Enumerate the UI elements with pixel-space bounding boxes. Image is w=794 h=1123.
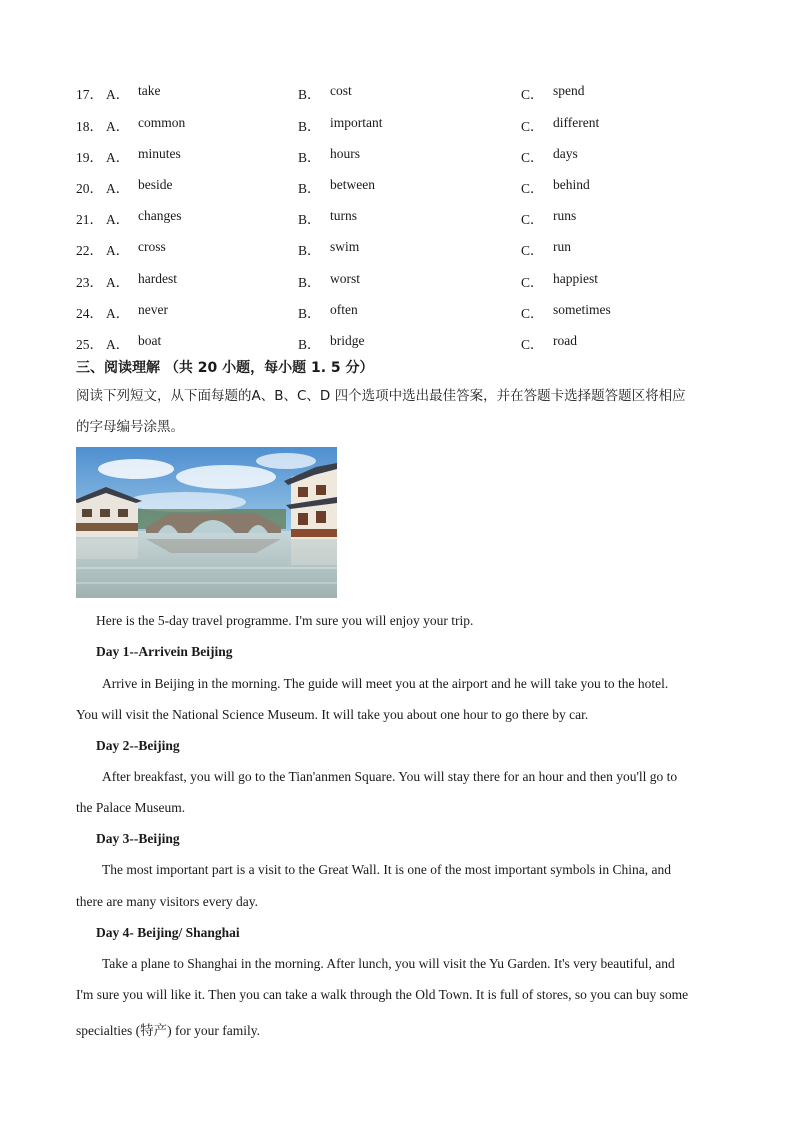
option-b: bridge: [330, 333, 365, 348]
question-number: 20．: [76, 181, 103, 196]
day-heading: Day 1--Arrivein Beijing: [96, 644, 233, 659]
option-b: worst: [330, 271, 360, 286]
passage-line: I'm sure you will like it. Then you can take a walk through the Old Town. It is full of stores, so you can buy some: [76, 987, 689, 1002]
option-a: cross: [138, 239, 166, 254]
option-a: never: [138, 302, 168, 317]
option-b: between: [330, 177, 375, 192]
option-letter-c: C．: [521, 243, 544, 258]
question-number: 23．: [76, 275, 103, 290]
option-row: [76, 115, 756, 135]
day-heading: Day 4- Beijing/ Shanghai: [96, 925, 240, 940]
option-letter-a: A．: [106, 87, 130, 102]
instruction-text: 阅读下列短文，从下面每题的A、B、C、D 四个选项中选出最佳答案，并在答题卡选择题答题区将相应: [76, 388, 686, 404]
option-letter-b: B．: [298, 306, 321, 321]
option-letter-a: A．: [106, 212, 130, 227]
option-letter-b: B．: [298, 337, 321, 352]
option-c: behind: [553, 177, 590, 192]
option-letter-c: C．: [521, 212, 544, 227]
option-letter-c: C．: [521, 275, 544, 290]
option-letter-c: C．: [521, 337, 544, 352]
option-row: [76, 239, 756, 259]
option-c: run: [553, 239, 571, 254]
option-row: [76, 83, 756, 103]
option-letter-a: A．: [106, 306, 130, 321]
question-number: 25．: [76, 337, 103, 352]
option-a: hardest: [138, 271, 177, 286]
option-row: [76, 177, 756, 197]
option-c: sometimes: [553, 302, 611, 317]
option-letter-b: B．: [298, 181, 321, 196]
passage-line: After breakfast, you will go to the Tian'anmen Square. You will stay there for an hour and then you'll go to: [102, 769, 678, 784]
option-a: changes: [138, 208, 182, 223]
option-letter-b: B．: [298, 275, 321, 290]
option-letter-b: B．: [298, 87, 321, 102]
option-row: [76, 302, 756, 322]
option-c: runs: [553, 208, 577, 223]
option-letter-a: A．: [106, 181, 130, 196]
option-letter-a: A．: [106, 150, 130, 165]
question-number: 18．: [76, 119, 103, 134]
option-row: [76, 208, 756, 228]
option-a: take: [138, 83, 161, 98]
passage-line: You will visit the National Science Museum. It will take you about one hour to go there by car.: [76, 707, 589, 722]
water-town-photo: [76, 447, 337, 598]
option-b: cost: [330, 83, 352, 98]
passage-line: there are many visitors every day.: [76, 894, 259, 909]
instruction-text: 的字母编号涂黑。: [76, 419, 184, 435]
option-c: happiest: [553, 271, 598, 286]
option-letter-c: C．: [521, 150, 544, 165]
option-b: swim: [330, 239, 360, 254]
question-number: 24．: [76, 306, 103, 321]
option-a: beside: [138, 177, 173, 192]
option-c: road: [553, 333, 577, 348]
option-a: boat: [138, 333, 162, 348]
option-letter-c: C．: [521, 87, 544, 102]
option-letter-a: A．: [106, 275, 130, 290]
passage-line: The most important part is a visit to the Great Wall. It is one of the most important symbols in China, and: [102, 862, 671, 877]
question-number: 19．: [76, 150, 103, 165]
question-number: 21．: [76, 212, 103, 227]
option-row: [76, 271, 756, 291]
day-heading: Day 2--Beijing: [96, 738, 180, 753]
option-letter-a: A．: [106, 243, 130, 258]
section-title: 三、阅读理解 （共 20 小题，每小题 1. 5 分）: [76, 360, 374, 376]
passage-intro: Here is the 5-day travel programme. I'm sure you will enjoy your trip.: [96, 613, 474, 628]
day-heading: Day 3--Beijing: [96, 831, 180, 846]
option-c: different: [553, 115, 600, 130]
option-letter-b: B．: [298, 243, 321, 258]
passage-line: Arrive in Beijing in the morning. The guide will meet you at the airport and he will take you to the hotel.: [102, 676, 669, 691]
option-letter-c: C．: [521, 181, 544, 196]
option-c: spend: [553, 83, 585, 98]
option-b: turns: [330, 208, 357, 223]
option-letter-c: C．: [521, 306, 544, 321]
option-letter-a: A．: [106, 119, 130, 134]
question-number: 22．: [76, 243, 103, 258]
option-row: [76, 333, 756, 353]
option-b: often: [330, 302, 358, 317]
option-a: minutes: [138, 146, 181, 161]
option-letter-b: B．: [298, 212, 321, 227]
option-c: days: [553, 146, 578, 161]
option-a: common: [138, 115, 186, 130]
option-letter-a: A．: [106, 337, 130, 352]
question-number: 17．: [76, 87, 103, 102]
option-b: hours: [330, 146, 360, 161]
passage-line: Take a plane to Shanghai in the morning. After lunch, you will visit the Yu Garden. It's very beautiful, and: [102, 956, 675, 971]
option-b: important: [330, 115, 383, 130]
option-row: [76, 146, 756, 166]
passage-line: specialties (特产) for your family.: [76, 1023, 260, 1038]
passage-line: the Palace Museum.: [76, 800, 186, 815]
option-letter-b: B．: [298, 119, 321, 134]
option-letter-c: C．: [521, 119, 544, 134]
option-letter-b: B．: [298, 150, 321, 165]
